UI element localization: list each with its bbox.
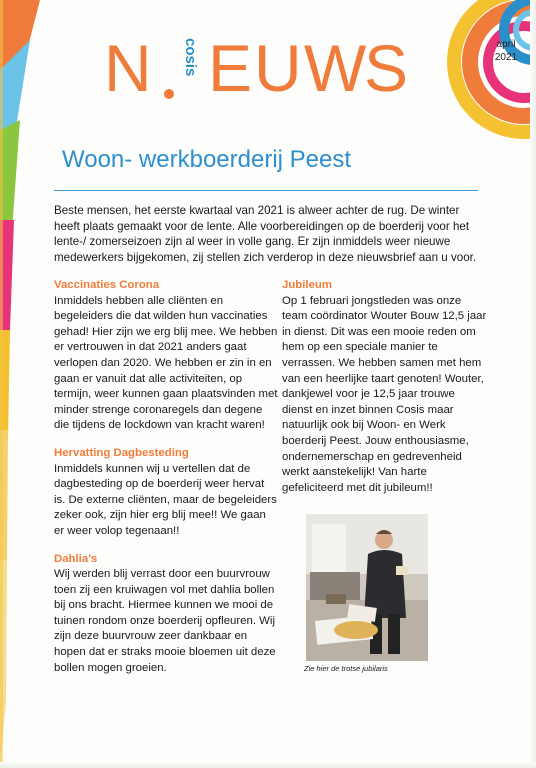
article-body: Op 1 februari jongstleden was onze team coördinator Wouter Bouw 12,5 jaar in dienst. Dit was een mooie reden om hem op een speciale manier te verrassen. We hebben samen met hem van een heerlijke taart genoten! Wouter, dankjewel voor je 12,5 jaar trouwe dienst en inzet binnen Cosis maar natuurlijk ook bij Woon- en Werk boerderij Peest. Jouw enthousiasme, ondernemerschap en gedrevenheid werkt aanstekelijk! Van harte gefeliciteerd met dit jubileum!! <box>282 294 487 494</box>
article-heading: Vaccinaties Corona <box>54 279 160 291</box>
right-column <box>282 278 488 496</box>
title-divider <box>54 190 478 191</box>
article-body: Inmiddels hebben alle cliënten en begeleiders die dat wilden hun vaccinaties gehad! Hier zijn we erg blij mee. We hebben er vertrouwen in dat 2021 anders gaat verlopen dan 2020. We hebben er zin in en gaan er vanuit dat alle activiteiten, op termijn, weer kunnen gaan plaatsvinden met minder strenge coronaregels dan degene die tijdens de lockdown van kracht waren! <box>54 294 278 432</box>
left-decorative-ribbon <box>0 0 40 768</box>
cosis-logo-text: cosis <box>182 38 199 77</box>
article-dahlias <box>54 552 278 677</box>
article-heading: Hervatting Dagbesteding <box>54 446 189 459</box>
article-dagbesteding <box>54 446 278 540</box>
article-heading: Dahlia’s <box>54 552 98 565</box>
scan-edge-bottom <box>0 762 536 768</box>
article-body: Wij werden blij verrast door een buurvrouw toen zij een kruiwagen vol met dahlia bollen bij ons bracht. Hiermee kunnen we mooi de tuinen rondom onze boerderij opfleuren. Wij zijn deze buurvrouw zeer dankbaar en hopen dat er straks mooie bloemen uit deze bollen mogen groeien. <box>54 568 276 674</box>
masthead-letter: W <box>304 31 367 105</box>
article-heading: Jubileum <box>282 279 333 291</box>
decorative-rings-graphic <box>406 0 536 150</box>
issue-date <box>486 38 526 64</box>
cosis-logo <box>156 34 206 104</box>
masthead-letter: S <box>364 31 409 105</box>
jubilaris-photo <box>306 514 428 661</box>
masthead-letter: N <box>104 31 152 105</box>
masthead <box>104 28 409 108</box>
article-vaccinaties <box>54 278 278 434</box>
masthead-letter: E <box>208 31 253 105</box>
page-title: Woon- werkboerderij Peest <box>62 146 352 173</box>
photo-illustration <box>306 514 428 661</box>
masthead-letter: U <box>254 31 302 105</box>
left-column <box>54 278 278 676</box>
scan-edge-right <box>530 0 536 768</box>
article-body: Inmiddels kunnen wij u vertellen dat de dagbesteding op de boerderij weer hervat is. De externe cliënten, maar de begeleiders zeker ook, zijn hier erg blij mee!! We gaan er weer volop tegenaan!! <box>54 462 277 537</box>
intro-paragraph: Beste mensen, het eerste kwartaal van 2021 is alweer achter de rug. De winter heeft plaats gemaakt voor de lente. Alle voorbereidingen op de boerderij voor het lente-/ zomerseizoen zijn al weer in volle gang. Er zijn inmiddels weer nieuwe medewerkers bijgekomen, zij stellen zich verderop in deze nieuwsbrief aan u voor. <box>54 204 477 264</box>
issue-year: 2021 <box>494 52 518 63</box>
issue-month: april <box>496 39 516 50</box>
photo-caption: Zie hier de trotse jubilaris <box>304 664 388 673</box>
